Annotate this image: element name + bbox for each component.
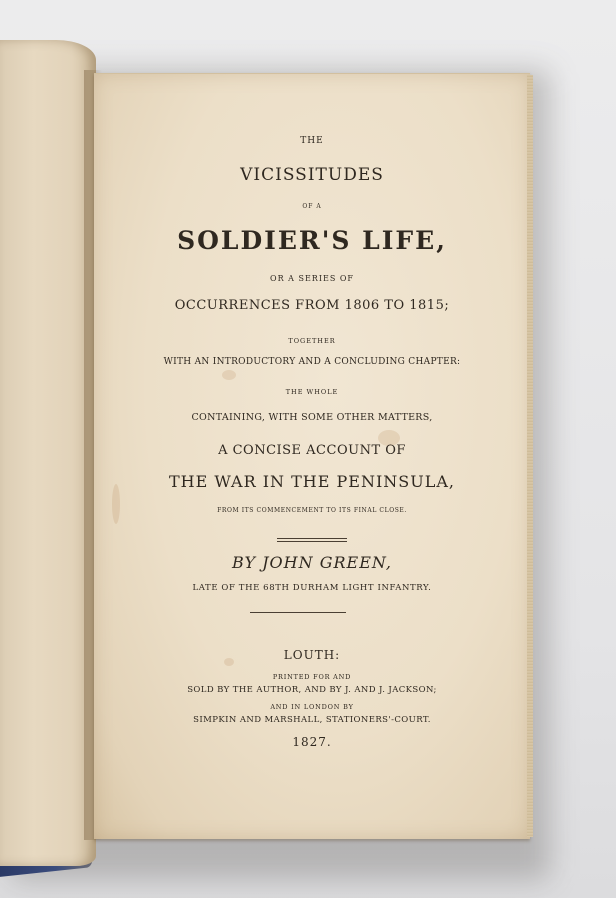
author-regiment: LATE OF THE 68TH DURHAM LIGHT INFANTRY. <box>192 583 432 593</box>
subtitle-or-a-series: OR A SERIES OF <box>270 274 354 283</box>
imprint-publisher: SIMPKIN AND MARSHALL, STATIONERS'-COURT. <box>193 715 431 725</box>
text-introductory: WITH AN INTRODUCTORY AND A CONCLUDING CHAPTER: <box>163 357 461 367</box>
imprint-year: 1827. <box>292 735 332 749</box>
title-of-a: OF A <box>302 203 322 210</box>
subtitle-occurrences: OCCURRENCES FROM 1806 TO 1815; <box>174 298 450 313</box>
text-the-whole: THE WHOLE <box>285 388 339 396</box>
text-together: TOGETHER <box>288 337 336 345</box>
title-the: THE <box>300 136 324 146</box>
author-line: BY JOHN GREEN, <box>232 553 392 572</box>
imprint-and-in-london: AND IN LONDON BY <box>270 703 354 711</box>
title-soldiers-life: SOLDIER'S LIFE, <box>177 226 447 255</box>
text-commencement: FROM ITS COMMENCEMENT TO ITS FINAL CLOSE. <box>217 507 407 514</box>
title-vicissitudes: VICISSITUDES <box>240 165 384 185</box>
divider-rule <box>277 538 347 542</box>
left-page-curl <box>0 40 96 866</box>
text-containing: CONTAINING, WITH SOME OTHER MATTERS, <box>191 412 433 423</box>
divider-rule <box>250 612 346 613</box>
text-concise-account: A CONCISE ACCOUNT OF <box>218 443 406 458</box>
imprint-place: LOUTH: <box>283 648 341 662</box>
imprint-printed-for: PRINTED FOR AND <box>272 673 352 681</box>
text-war-in-peninsula: THE WAR IN THE PENINSULA, <box>169 472 455 491</box>
foxing-spot <box>222 370 236 380</box>
imprint-sold-by: SOLD BY THE AUTHOR, AND BY J. AND J. JACKSON; <box>187 685 437 695</box>
